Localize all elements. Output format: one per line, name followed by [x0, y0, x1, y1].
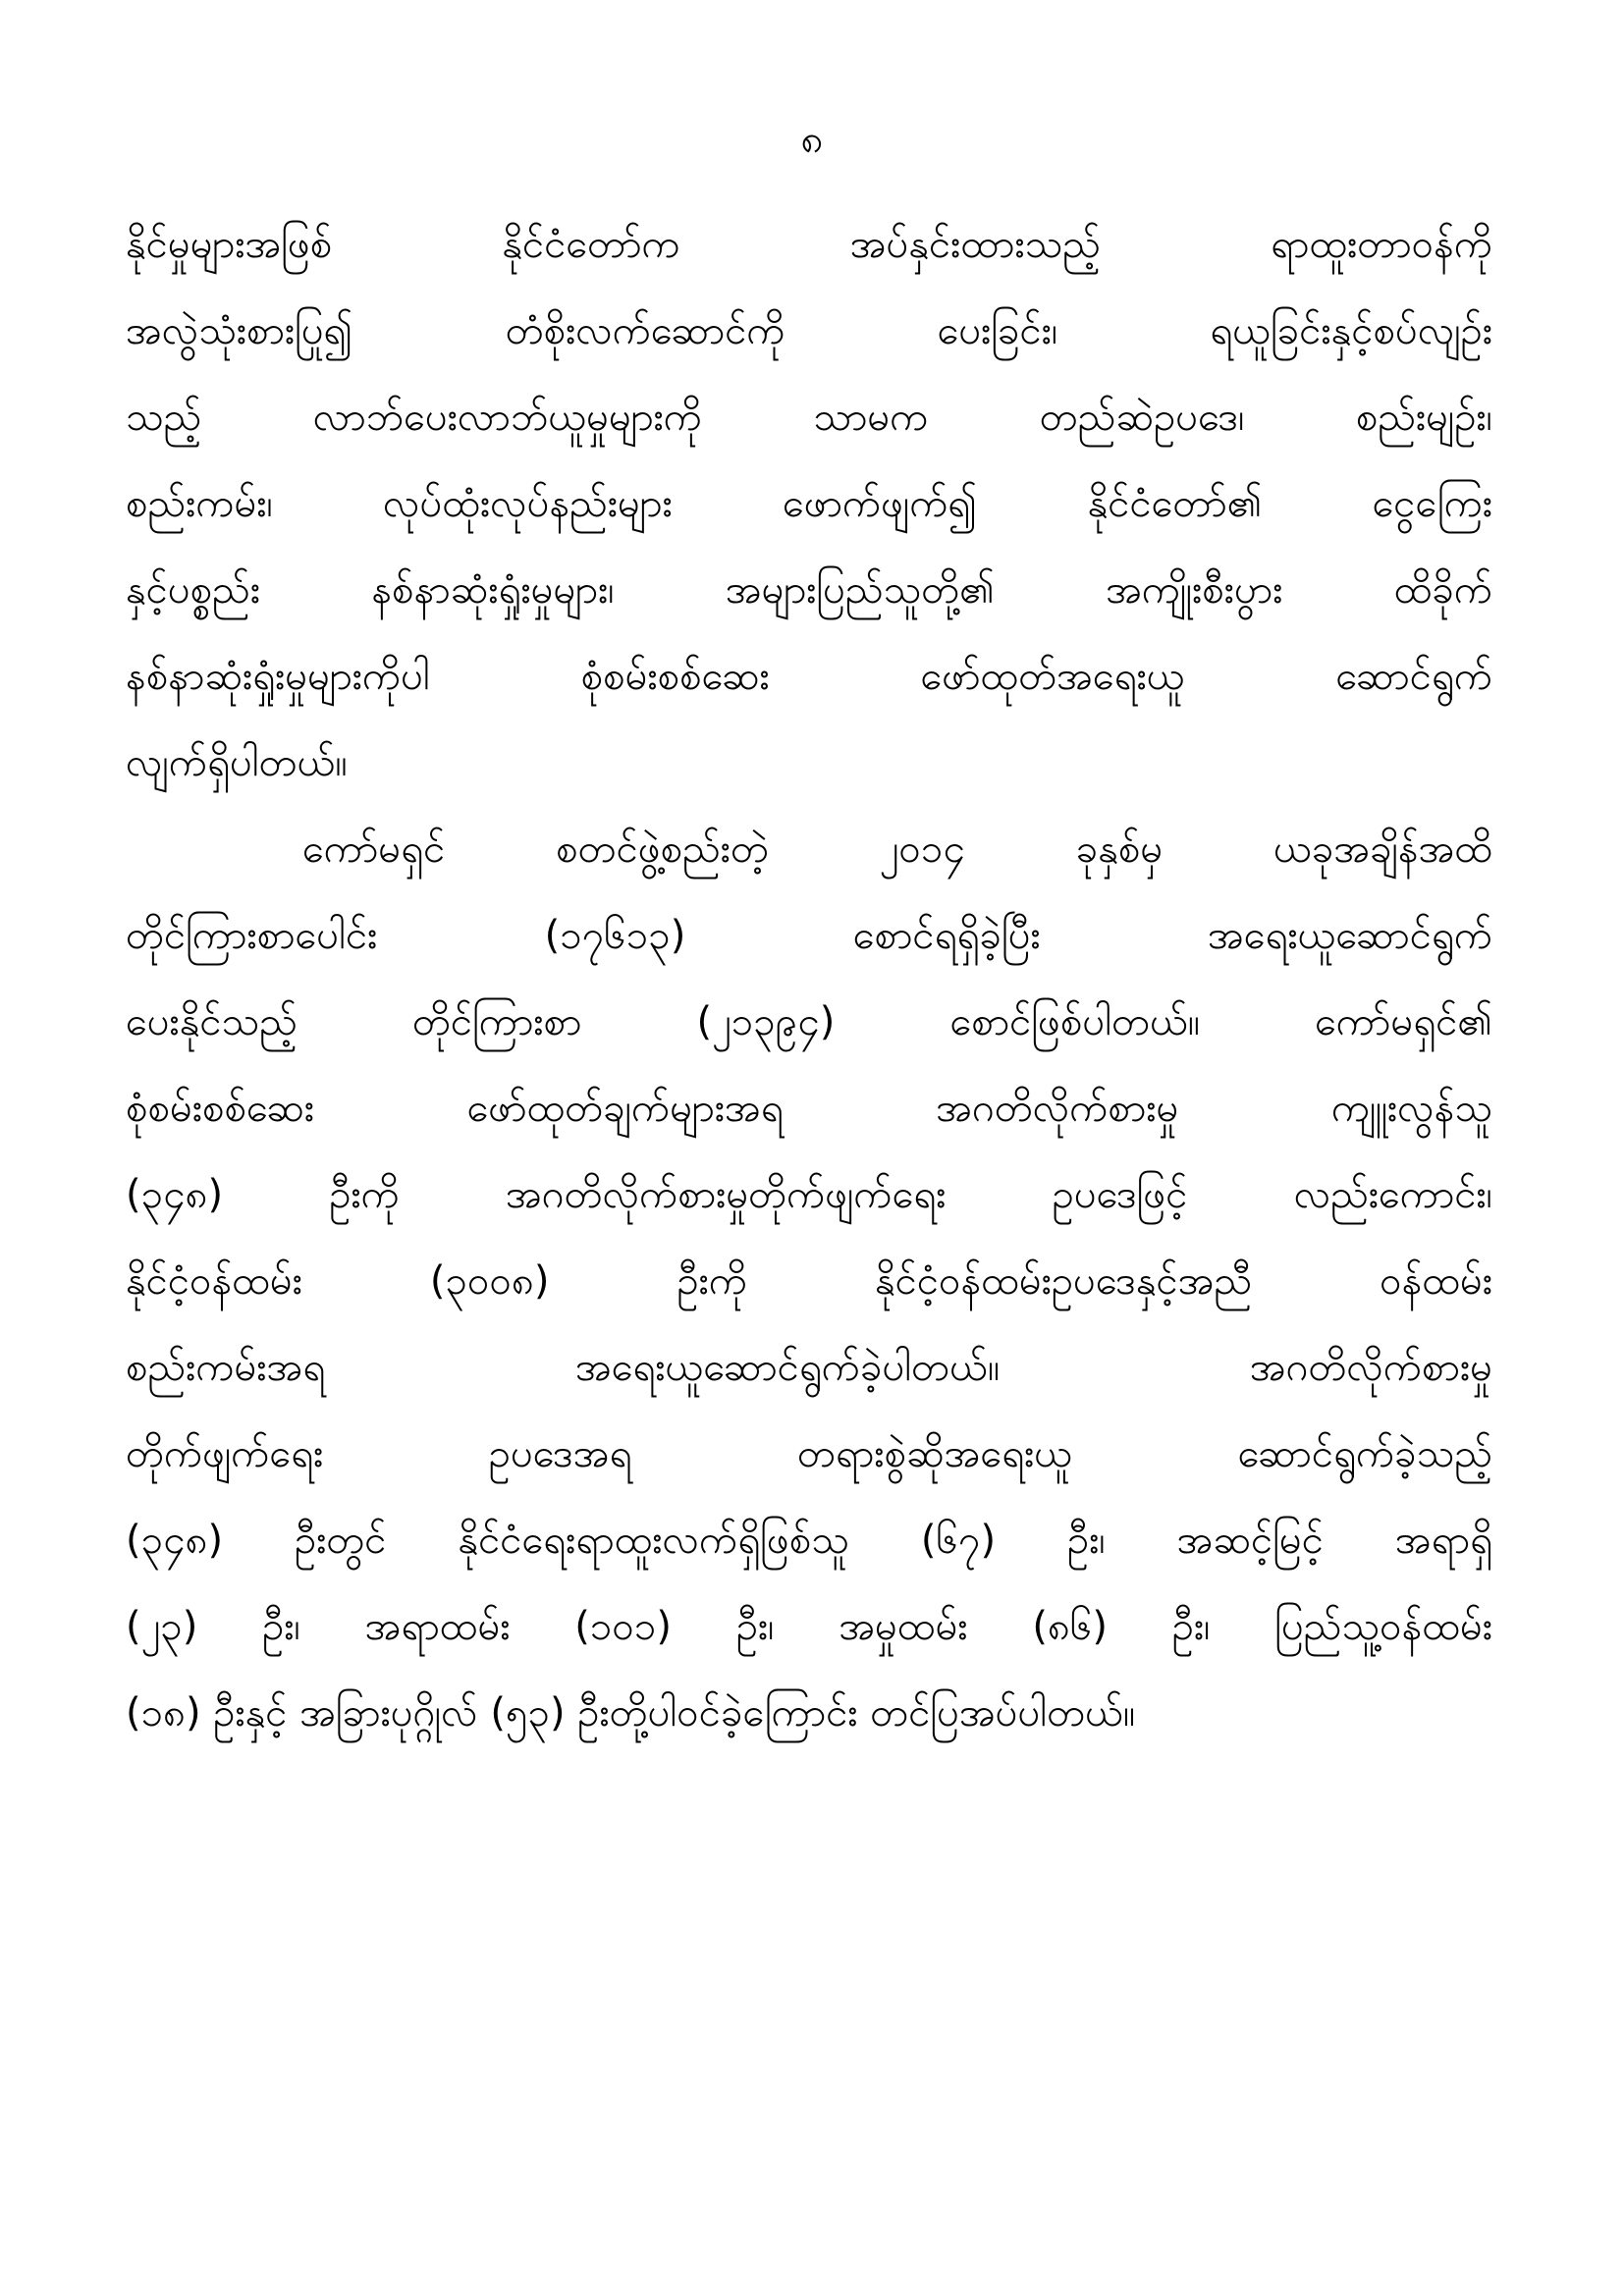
text-line: နစ်နာဆုံးရှုံးမှုများကိုပါ စုံစမ်းစစ်ဆေး ဖော်ထုတ်အရေးယူ ဆောင်ရွက် [126, 654, 1492, 699]
text-line: လျက်ရှိပါတယ်။ [126, 740, 348, 785]
text-line: နိုင်ငံ့ဝန်ထမ်း (၃၀၀၈) ဦးကို နိုင်ငံ့ဝန်ထမ်းဥပဒေနှင့်အညီ ဝန်ထမ်း [126, 1258, 1492, 1304]
text-line: (၂၃) ဦး၊ အရာထမ်း (၁၀၁) ဦး၊ အမှုထမ်း (၈၆) ဦး၊ ပြည်သူ့ဝန်ထမ်း [126, 1604, 1492, 1649]
text-line: နိုင်မှုများအဖြစ် နိုင်ငံတော်က အပ်နှင်းထားသည့် ရာထူးတာဝန်ကို [126, 222, 1492, 267]
text-line: တိုက်ဖျက်ရေး ဥပဒေအရ တရားစွဲဆိုအရေးယူ ဆောင်ရွက်ခဲ့သည့် [126, 1431, 1492, 1476]
text-line: (၃၄၈) ဦးကို အဂတိလိုက်စားမှုတိုက်ဖျက်ရေး ဥပဒေဖြင့် လည်းကောင်း၊ [126, 1172, 1492, 1217]
text-line: (၃၄၈) ဦးတွင် နိုင်ငံရေးရာထူးလက်ရှိဖြစ်သူ (၆၇) ဦး၊ အဆင့်မြင့် အရာရှိ [126, 1518, 1492, 1563]
text-line: စည်းကမ်းအရ အရေးယူဆောင်ရွက်ခဲ့ပါတယ်။ အဂတိလိုက်စားမှု [126, 1345, 1492, 1390]
text-line: အလွဲသုံးစားပြု၍ တံစိုးလက်ဆောင်ကို ပေးခြင်း၊ ရယူခြင်းနှင့်စပ်လျဉ်း [126, 308, 1492, 353]
text-line: ကော်မရှင် စတင်ဖွဲ့စည်းတဲ့ ၂၀၁၄ ခုနှစ်မှ ယခုအချိန်အထိ [302, 827, 1492, 872]
text-line: ပေးနိုင်သည့် တိုင်ကြားစာ (၂၁၃၉၄) စောင်ဖြစ်ပါတယ်။ ကော်မရှင်၏ [126, 999, 1492, 1044]
text-line: စုံစမ်းစစ်ဆေး ဖော်ထုတ်ချက်များအရ အဂတိလိုက်စားမှု ကျူးလွန်သူ [126, 1086, 1492, 1131]
paragraph-1 [126, 201, 1492, 806]
body-text [126, 201, 1492, 1756]
page-number: ၈ [800, 117, 824, 162]
text-line: စည်းကမ်း၊ လုပ်ထုံးလုပ်နည်းများ ဖောက်ဖျက်၍ နိုင်ငံတော်၏ ငွေကြေး [126, 481, 1492, 526]
text-line: တိုင်ကြားစာပေါင်း (၁၇၆၁၃) စောင်ရရှိခဲ့ပြီး အရေးယူဆောင်ရွက် [126, 913, 1492, 958]
text-line: နှင့်ပစ္စည်း နစ်နာဆုံးရှုံးမှုများ၊ အများပြည်သူတို့၏ အကျိုးစီးပွား ထိခိုက် [126, 567, 1492, 613]
text-line: သည့် လာဘ်ပေးလာဘ်ယူမှုများကို သာမက တည်ဆဲဥပဒေ၊ စည်းမျဉ်း၊ [126, 395, 1492, 440]
text-line: (၁၈) ဦးနှင့် အခြားပုဂ္ဂိုလ် (၅၃) ဦးတို့ပါဝင်ခဲ့ကြောင်း တင်ပြအပ်ပါတယ်။ [126, 1690, 1136, 1735]
paragraph-2 [126, 806, 1492, 1756]
